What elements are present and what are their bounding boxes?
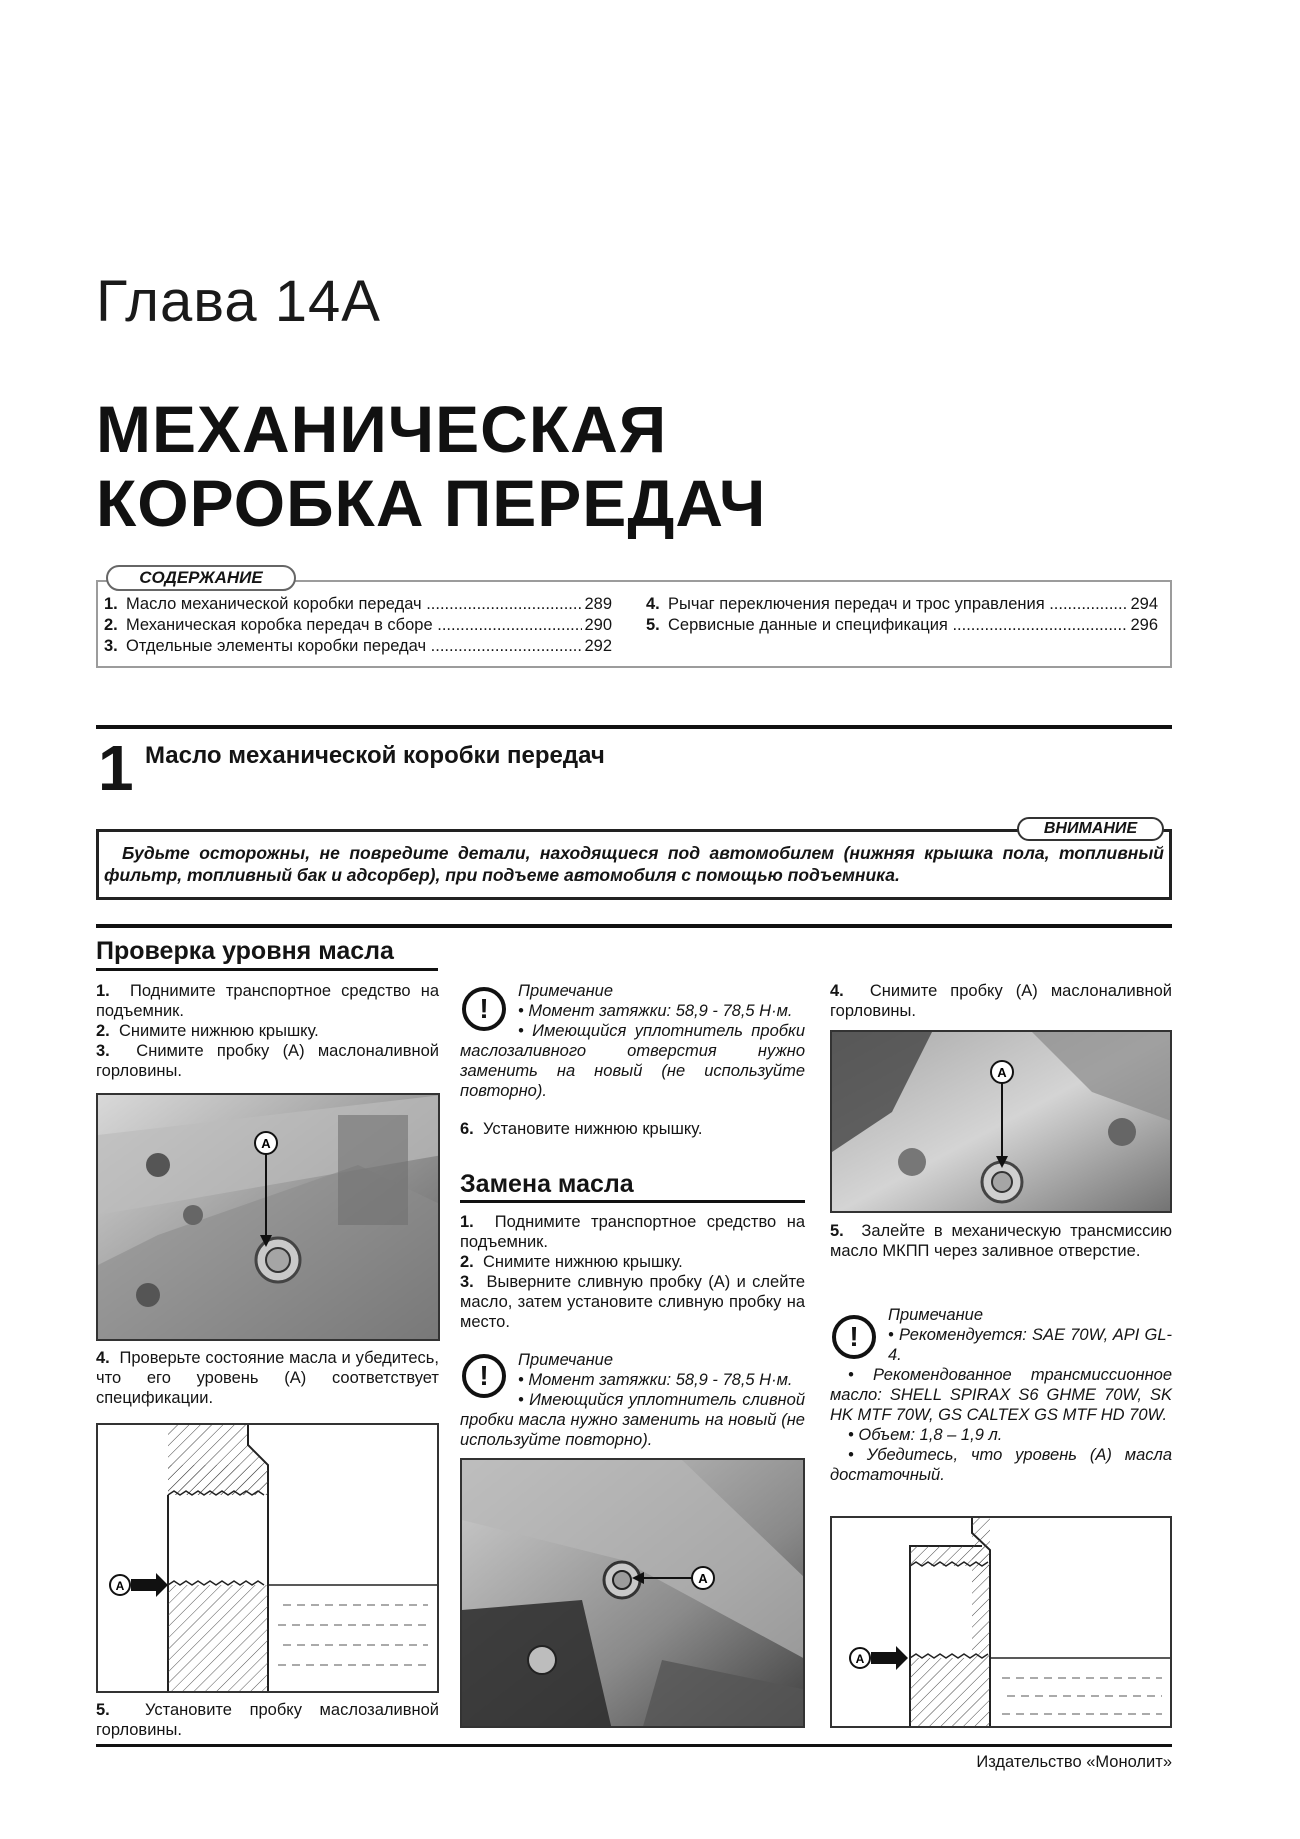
toc-item-2[interactable] <box>104 615 612 636</box>
step-text: Снимите пробку (А) маслоналивной горловины. <box>830 982 1172 1020</box>
step-text: Снимите нижнюю крышку. <box>482 1253 683 1271</box>
photo-filler-plug-2-illustration <box>832 1032 1172 1213</box>
toc-item-text: Отдельные элементы коробки передач ..... <box>126 636 582 657</box>
step-text: Установите пробку маслозаливной горловины. <box>96 1701 439 1739</box>
toc-item-page: 292 <box>584 637 612 655</box>
step-number: 3. <box>460 1273 474 1291</box>
change-step-1 <box>460 1212 805 1252</box>
chapter-label: Глава 14А <box>96 269 381 334</box>
toc-item-text: Сервисные данные и спецификация ..... <box>668 615 1128 636</box>
page-title-line-2: КОРОБКА ПЕРЕДАЧ <box>96 466 767 540</box>
step-number: 4. <box>830 982 844 1000</box>
note-3 <box>830 1305 1172 1485</box>
toc-item-number: 1. <box>104 595 118 613</box>
photo-filler-plug-illustration <box>98 1095 440 1341</box>
oil-level-diagram-2-illustration <box>832 1518 1172 1728</box>
photo-drain-plug-illustration <box>462 1460 805 1728</box>
step-text: Снимите нижнюю крышку. <box>118 1022 319 1040</box>
step-number: 5. <box>830 1222 844 1240</box>
toc-item-page: 290 <box>584 616 612 634</box>
check-step-1 <box>96 981 439 1021</box>
heading-check-level: Проверка уровня масла <box>96 937 394 965</box>
note-line-1: • Момент затяжки: 58,9 - 78,5 Н·м. <box>518 1371 793 1389</box>
step-text: Установите нижнюю крышку. <box>482 1120 703 1138</box>
step-text: Залейте в механическую трансмиссию масло МКПП через заливное отверстие. <box>830 1222 1173 1260</box>
step-number: 4. <box>96 1349 110 1367</box>
note-line-2: • Имеющийся уплотнитель пробки маслозаливного отверстия нужно заменить на новый (не используйте повторно). <box>460 1022 805 1100</box>
section-title: Масло механической коробки передач <box>145 742 605 769</box>
toc-item-3[interactable] <box>104 636 612 657</box>
heading-change-oil: Замена масла <box>460 1170 634 1198</box>
check-step-3 <box>96 1041 439 1081</box>
notice-icon: ! <box>462 987 506 1031</box>
change-steps <box>460 1212 805 1332</box>
step-number: 1. <box>96 982 110 1000</box>
check-step-5 <box>96 1700 439 1740</box>
section-number: 1 <box>98 732 134 804</box>
note-line-2: • Рекомендованное трансмиссионное масло: SHELL SPIRAX S6 GHME 70W, SK HK MTF 70W, GS CALTEX GS MTF HD 70W. <box>830 1366 1172 1424</box>
check-step-2 <box>96 1021 439 1041</box>
toc-item-number: 2. <box>104 616 118 634</box>
toc-item-number: 5. <box>646 616 660 634</box>
note-line-3: • Объем: 1,8 – 1,9 л. <box>848 1426 1003 1444</box>
right-step-5 <box>830 1221 1172 1261</box>
step-text: Выверните сливную пробку (А) и слейте масло, затем установите сливную пробку на место. <box>460 1273 806 1331</box>
oil-level-diagram-2 <box>830 1516 1172 1728</box>
section-divider-2 <box>96 924 1172 928</box>
callout-letter: A <box>855 1652 865 1666</box>
toc-item-number: 4. <box>646 595 660 613</box>
toc-item-page: 289 <box>584 595 612 613</box>
right-step-4 <box>830 981 1172 1021</box>
note-line-2: • Имеющийся уплотнитель сливной пробки масла нужно заменить на новый (не используйте повторно). <box>460 1391 805 1449</box>
page-title <box>96 392 766 540</box>
contents-label: СОДЕРЖАНИЕ <box>106 565 296 591</box>
step-6 <box>460 1119 805 1139</box>
step-number: 2. <box>460 1253 474 1271</box>
section-divider <box>96 725 1172 729</box>
note-label: Примечание <box>888 1306 984 1324</box>
heading-underline-2 <box>460 1200 805 1203</box>
step-number: 6. <box>460 1120 474 1138</box>
photo-drain-plug <box>460 1458 805 1728</box>
toc-item-page: 296 <box>1130 616 1158 634</box>
step-number: 3. <box>96 1042 110 1060</box>
toc-item-page: 294 <box>1130 595 1158 613</box>
warning-text: Будьте осторожны, не повредите детали, находящиеся под автомобилем (нижняя крышка пола, топливный фильтр, топливный бак и адсорбер), при подъеме автомобиля с помощью подъемника. <box>104 843 1164 885</box>
callout-letter: A <box>261 1136 271 1151</box>
note-1 <box>460 981 805 1101</box>
note-2 <box>460 1350 805 1450</box>
oil-level-diagram-1 <box>96 1423 439 1693</box>
warning-label: ВНИМАНИЕ <box>1017 817 1164 841</box>
note-label: Примечание <box>518 982 614 1000</box>
step-text: Поднимите транспортное средство на подъемник. <box>96 982 439 1020</box>
step-text: Проверьте состояние масла и убедитесь, что его уровень (А) соответствует спецификации. <box>96 1349 439 1407</box>
note-line-4: • Убедитесь, что уровень (А) масла достаточный. <box>830 1446 1172 1484</box>
oil-level-diagram-1-illustration <box>98 1425 439 1693</box>
toc-item-number: 3. <box>104 637 118 655</box>
note-line-1: • Рекомендуется: SAE 70W, API GL-4. <box>888 1326 1172 1364</box>
toc-item-1[interactable] <box>104 594 612 615</box>
check-step-4 <box>96 1348 439 1408</box>
step-text: Снимите пробку (А) маслоналивной горловины. <box>96 1042 439 1080</box>
toc-item-5[interactable] <box>646 615 1158 636</box>
change-step-2 <box>460 1252 805 1272</box>
step-text: Поднимите транспортное средство на подъемник. <box>460 1213 806 1251</box>
page-title-line-1: МЕХАНИЧЕСКАЯ <box>96 392 668 466</box>
notice-icon: ! <box>832 1315 876 1359</box>
toc-item-text: Масло механической коробки передач ..... <box>126 594 582 615</box>
callout-letter: A <box>997 1065 1007 1080</box>
step-number: 2. <box>96 1022 110 1040</box>
change-step-3 <box>460 1272 805 1332</box>
toc-item-4[interactable] <box>646 594 1158 615</box>
step-number: 5. <box>96 1701 110 1719</box>
callout-letter: A <box>698 1571 708 1586</box>
footer-divider <box>96 1744 1172 1747</box>
publisher-footer: Издательство «Монолит» <box>976 1753 1172 1771</box>
heading-underline <box>96 968 438 971</box>
toc-item-text: Рычаг переключения передач и трос управления ..... <box>668 594 1128 615</box>
photo-filler-plug-2 <box>830 1030 1172 1213</box>
toc-item-text: Механическая коробка передач в сборе ..... <box>126 615 582 636</box>
contents-box <box>96 580 1172 668</box>
notice-icon: ! <box>462 1354 506 1398</box>
note-line-1: • Момент затяжки: 58,9 - 78,5 Н·м. <box>518 1002 793 1020</box>
note-label: Примечание <box>518 1351 614 1369</box>
step-number: 1. <box>460 1213 474 1231</box>
photo-filler-plug <box>96 1093 440 1341</box>
check-steps <box>96 981 439 1081</box>
callout-letter: A <box>115 1579 125 1593</box>
